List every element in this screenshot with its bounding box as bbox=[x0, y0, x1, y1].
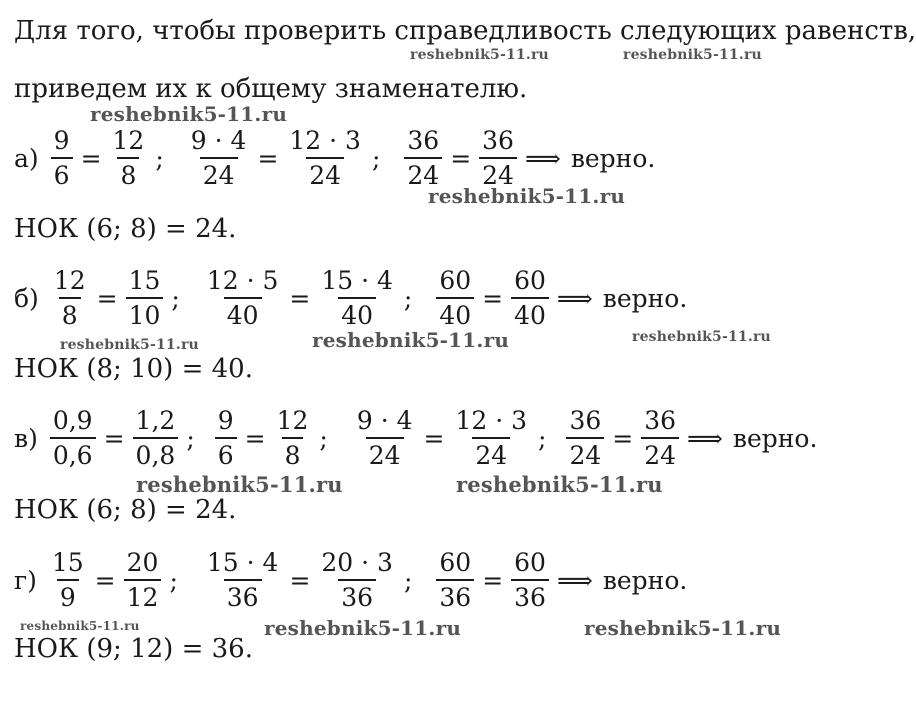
fraction bbox=[318, 268, 396, 328]
intro-line-2: приведем их к общему знаменателю. bbox=[14, 74, 528, 104]
denominator: 40 bbox=[224, 297, 262, 328]
fraction bbox=[479, 128, 517, 188]
verdict-text: верно. bbox=[602, 565, 688, 595]
denominator: 40 bbox=[511, 297, 549, 328]
equation-v bbox=[14, 408, 817, 468]
separator: ; bbox=[155, 143, 164, 173]
denominator: 8 bbox=[117, 157, 139, 188]
numerator: 60 bbox=[439, 548, 472, 577]
fraction bbox=[354, 408, 416, 468]
watermark: reshebnik5-11.ru bbox=[312, 328, 510, 352]
numerator: 9 · 4 bbox=[356, 406, 413, 435]
fraction bbox=[404, 128, 442, 188]
numerator: 12 · 3 bbox=[455, 406, 528, 435]
denominator: 0,8 bbox=[133, 437, 179, 468]
denominator: 36 bbox=[338, 579, 376, 610]
watermark: reshebnik5-11.ru bbox=[60, 337, 199, 353]
denominator: 24 bbox=[472, 437, 510, 468]
equation-g bbox=[14, 550, 687, 610]
verdict-text: верно. bbox=[602, 283, 688, 313]
numerator: 15 bbox=[128, 266, 161, 295]
fraction bbox=[274, 408, 312, 468]
denominator: 40 bbox=[436, 297, 474, 328]
implies-arrow: ⟹ bbox=[687, 423, 723, 453]
numerator: 12 · 5 bbox=[206, 266, 279, 295]
denominator: 24 bbox=[366, 437, 404, 468]
denominator: 24 bbox=[566, 437, 604, 468]
numerator: 12 bbox=[276, 406, 309, 435]
denominator: 8 bbox=[59, 297, 81, 328]
denominator: 12 bbox=[124, 579, 162, 610]
equals-sign: = bbox=[482, 283, 504, 313]
denominator: 24 bbox=[306, 157, 344, 188]
fraction bbox=[204, 550, 282, 610]
problem-label: г) bbox=[14, 565, 37, 595]
fraction bbox=[49, 550, 87, 610]
equals-sign: = bbox=[244, 423, 266, 453]
implies-arrow: ⟹ bbox=[524, 143, 561, 173]
numerator: 12 bbox=[53, 266, 86, 295]
numerator: 15 · 4 bbox=[206, 548, 279, 577]
fraction bbox=[511, 268, 549, 328]
separator: ; bbox=[403, 565, 413, 595]
equation-a bbox=[14, 128, 655, 188]
verdict-text: верно. bbox=[732, 423, 818, 453]
lcm-line-v: НОК (6; 8) = 24. bbox=[14, 495, 237, 525]
watermark: reshebnik5-11.ru bbox=[90, 102, 288, 126]
fraction bbox=[641, 408, 679, 468]
watermark: reshebnik5-11.ru bbox=[136, 472, 343, 497]
separator: ; bbox=[319, 423, 328, 453]
problem-label: а) bbox=[14, 143, 39, 173]
lcm-line-b: НОК (8; 10) = 40. bbox=[14, 354, 253, 384]
fraction bbox=[286, 128, 364, 188]
implies-arrow: ⟹ bbox=[556, 565, 593, 595]
fraction bbox=[204, 268, 282, 328]
watermark: reshebnik5-11.ru bbox=[428, 184, 626, 208]
equals-sign: = bbox=[103, 423, 125, 453]
numerator: 60 bbox=[514, 266, 546, 295]
numerator: 20 bbox=[126, 548, 159, 577]
numerator: 15 bbox=[51, 548, 84, 577]
separator: ; bbox=[186, 423, 195, 453]
numerator: 0,9 bbox=[52, 406, 93, 435]
numerator: 9 bbox=[53, 126, 70, 155]
numerator: 20 · 3 bbox=[321, 548, 393, 577]
denominator: 24 bbox=[641, 437, 679, 468]
intro-line-1: Для того, чтобы проверить справедливость следующих равенств, bbox=[14, 16, 916, 46]
fraction bbox=[215, 408, 237, 468]
equals-sign: = bbox=[450, 143, 472, 173]
numerator: 15 · 4 bbox=[321, 266, 393, 295]
denominator: 40 bbox=[338, 297, 376, 328]
fraction bbox=[566, 408, 604, 468]
denominator: 24 bbox=[200, 157, 238, 188]
fraction bbox=[188, 128, 250, 188]
numerator: 36 bbox=[644, 406, 677, 435]
fraction bbox=[50, 408, 96, 468]
problem-label: б) bbox=[14, 283, 39, 313]
verdict-text: верно. bbox=[570, 143, 656, 173]
numerator: 1,2 bbox=[135, 406, 176, 435]
numerator: 36 bbox=[407, 126, 440, 155]
separator: ; bbox=[171, 283, 180, 313]
equals-sign: = bbox=[94, 565, 116, 595]
denominator: 36 bbox=[511, 579, 549, 610]
numerator: 36 bbox=[569, 406, 602, 435]
equation-b bbox=[14, 268, 687, 328]
denominator: 24 bbox=[479, 157, 517, 188]
denominator: 36 bbox=[224, 579, 262, 610]
numerator: 12 · 3 bbox=[289, 126, 361, 155]
fraction bbox=[318, 550, 396, 610]
separator: ; bbox=[403, 283, 413, 313]
fraction bbox=[126, 268, 164, 328]
separator: ; bbox=[538, 423, 547, 453]
lcm-line-a: НОК (6; 8) = 24. bbox=[14, 214, 237, 244]
numerator: 60 bbox=[439, 266, 472, 295]
separator: ; bbox=[371, 143, 381, 173]
watermark: reshebnik5-11.ru bbox=[410, 47, 549, 63]
watermark: reshebnik5-11.ru bbox=[264, 616, 462, 640]
numerator: 60 bbox=[514, 548, 546, 577]
fraction bbox=[511, 550, 549, 610]
denominator: 8 bbox=[282, 437, 304, 468]
denominator: 10 bbox=[126, 297, 164, 328]
fraction bbox=[452, 408, 530, 468]
fraction bbox=[124, 550, 162, 610]
fraction bbox=[436, 550, 474, 610]
fraction bbox=[51, 128, 73, 188]
numerator: 9 bbox=[217, 406, 234, 435]
numerator: 12 bbox=[112, 126, 145, 155]
equals-sign: = bbox=[257, 143, 279, 173]
implies-arrow: ⟹ bbox=[556, 283, 593, 313]
watermark: reshebnik5-11.ru bbox=[20, 619, 140, 633]
numerator: 9 · 4 bbox=[190, 126, 247, 155]
numerator: 36 bbox=[482, 126, 514, 155]
equals-sign: = bbox=[612, 423, 634, 453]
equals-sign: = bbox=[289, 283, 311, 313]
denominator: 36 bbox=[436, 579, 474, 610]
equals-sign: = bbox=[482, 565, 504, 595]
fraction bbox=[436, 268, 474, 328]
problem-label: в) bbox=[14, 423, 38, 453]
denominator: 0,6 bbox=[50, 437, 96, 468]
watermark: reshebnik5-11.ru bbox=[632, 329, 771, 345]
separator: ; bbox=[169, 565, 178, 595]
watermark: reshebnik5-11.ru bbox=[456, 472, 663, 497]
fraction bbox=[110, 128, 148, 188]
fraction bbox=[51, 268, 89, 328]
lcm-line-g: НОК (9; 12) = 36. bbox=[14, 634, 253, 664]
denominator: 6 bbox=[215, 437, 237, 468]
denominator: 6 bbox=[51, 157, 73, 188]
equals-sign: = bbox=[80, 143, 102, 173]
watermark: reshebnik5-11.ru bbox=[623, 47, 762, 63]
equals-sign: = bbox=[423, 423, 445, 453]
denominator: 9 bbox=[57, 579, 79, 610]
watermark: reshebnik5-11.ru bbox=[584, 616, 782, 640]
fraction bbox=[133, 408, 179, 468]
equals-sign: = bbox=[96, 283, 118, 313]
denominator: 24 bbox=[404, 157, 442, 188]
equals-sign: = bbox=[289, 565, 311, 595]
